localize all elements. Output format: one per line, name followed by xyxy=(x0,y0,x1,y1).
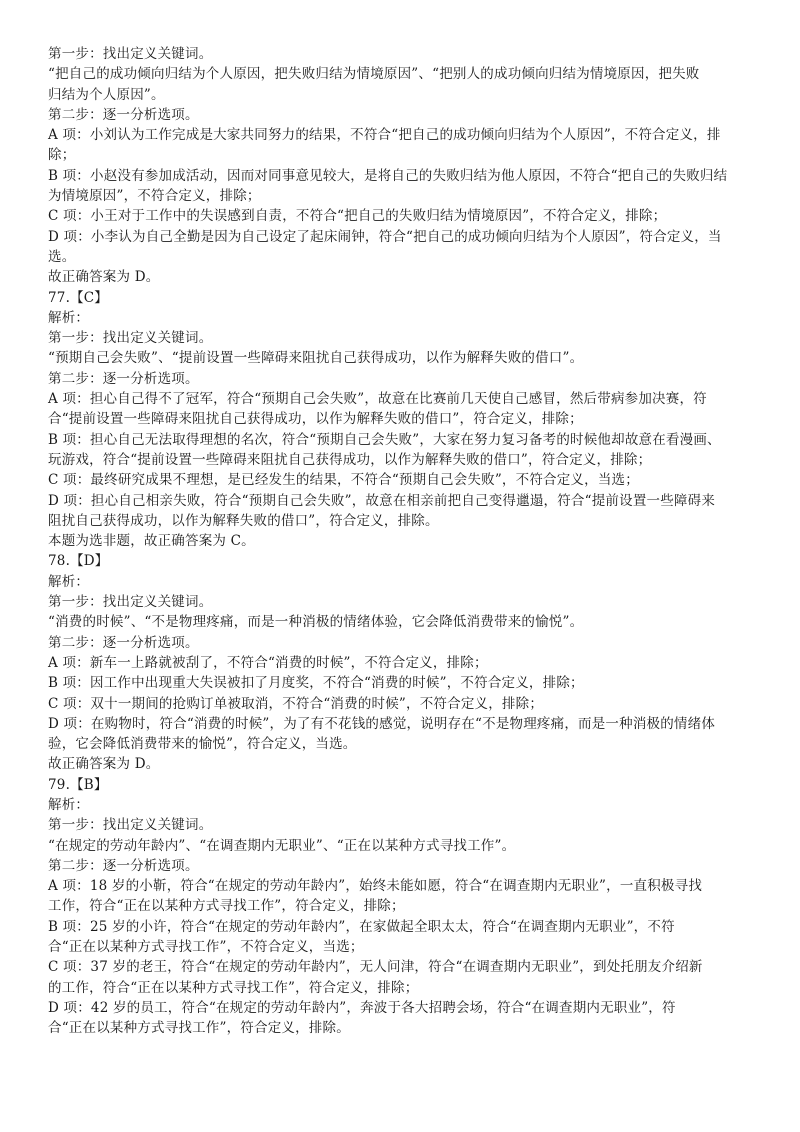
text-line: B 项：25 岁的小许，符合“在规定的劳动年龄内”，在家做起全职太太，符合“在调查期内无职业”，不符 xyxy=(48,918,675,935)
text-line: 除； xyxy=(48,147,76,164)
text-line: “在规定的劳动年龄内”、“在调查期内无职业”、“正在以某种方式寻找工作”。 xyxy=(48,837,516,854)
text-line: 验，它会降低消费带来的愉悦”，符合定义，当选。 xyxy=(48,736,357,753)
text-line: 第一步：找出定义关键词。 xyxy=(48,330,213,347)
text-line: “预期自己会失败”、“提前设置一些障碍来阻扰自己获得成功，以作为解释失败的借口”。 xyxy=(48,350,584,367)
text-line: 故正确答案为 D。 xyxy=(48,756,160,773)
text-line: D 项：在购物时，符合“消费的时候”，为了有不花钱的感觉，说明存在“不是物理疼痛，而是一种消极的情绪体 xyxy=(48,715,716,732)
text-line: 归结为个人原因”。 xyxy=(48,86,165,103)
text-line: A 项：担心自己得不了冠军，符合“预期自己会失败”，故意在比赛前几天使自己感冒，然后带病参加决赛，符 xyxy=(48,391,707,408)
text-line: 合“提前设置一些障碍来阻扰自己获得成功，以作为解释失败的借口”，符合定义，排除； xyxy=(48,411,583,428)
text-line: 选。 xyxy=(48,248,76,265)
text-line: 为情境原因”，不符合定义，排除； xyxy=(48,188,261,205)
text-line: 的工作，符合“正在以某种方式寻找工作”，符合定义，排除； xyxy=(48,979,419,996)
question-number: 79.【B】 xyxy=(48,776,108,793)
text-line: D 项：42 岁的员工，符合“在规定的劳动年龄内”，奔波于各大招聘会场，符合“在调查期内无职业”，符 xyxy=(48,999,676,1016)
text-line: 第一步：找出定义关键词。 xyxy=(48,594,213,611)
text-line: C 项：最终研究成果不理想，是已经发生的结果，不符合“预期自己会失败”，不符合定义，当选； xyxy=(48,472,639,489)
text-line: 阻扰自己获得成功，以作为解释失败的借口”，符合定义，排除。 xyxy=(48,512,439,529)
text-line: D 项：担心自己相亲失败，符合“预期自己会失败”，故意在相亲前把自己变得邋遢，符合“提前设置一些障碍来 xyxy=(48,492,716,509)
text-line: A 项：18 岁的小靳，符合“在规定的劳动年龄内”，始终未能如愿，符合“在调查期内无职业”，一直积极寻找 xyxy=(48,878,703,895)
text-line: 工作，符合“正在以某种方式寻找工作”，符合定义，排除； xyxy=(48,898,405,915)
text-line: 第二步：逐一分析选项。 xyxy=(48,857,199,874)
text-line: B 项：担心自己无法取得理想的名次，符合“预期自己会失败”，大家在努力复习备考的时候他却故意在看漫画、 xyxy=(48,431,721,448)
text-line: 第二步：逐一分析选项。 xyxy=(48,370,199,387)
text-line: 解析： xyxy=(48,309,90,326)
text-line: 合“正在以某种方式寻找工作”，符合定义，排除。 xyxy=(48,1020,350,1037)
text-line: 解析： xyxy=(48,573,90,590)
text-line: 第一步：找出定义关键词。 xyxy=(48,46,213,62)
text-line: C 项：小王对于工作中的失误感到自责，不符合“把自己的失败归结为情境原因”，不符合定义，排除； xyxy=(48,208,667,225)
text-line: D 项：小李认为自己全勤是因为自己设定了起床闹钟，符合“把自己的成功倾向归结为个人原因”，符合定义，当 xyxy=(48,228,722,245)
text-line: “把自己的成功倾向归结为个人原因，把失败归结为情境原因”、“把别人的成功倾向归结为情境原因，把失败 xyxy=(48,66,700,83)
text-line: “消费的时候”、“不是物理疼痛，而是一种消极的情绪体验，它会降低消费带来的愉悦”。 xyxy=(48,614,584,631)
question-number: 78.【D】 xyxy=(48,553,109,570)
text-line: 玩游戏，符合“提前设置一些障碍来阻扰自己获得成功，以作为解释失败的借口”，符合定义，排除； xyxy=(48,451,652,468)
document-page xyxy=(48,44,760,1039)
text-line: 本题为选非题，故正确答案为 C。 xyxy=(48,533,255,550)
text-line: C 项：37 岁的老王，符合“在规定的劳动年龄内”，无人问津，符合“在调查期内无职业”，到处托朋友介绍新 xyxy=(48,959,703,976)
text-line: B 项：因工作中出现重大失误被扣了月度奖，不符合“消费的时候”，不符合定义，排除； xyxy=(48,675,584,692)
text-line: 第一步：找出定义关键词。 xyxy=(48,817,213,834)
text-line: 第二步：逐一分析选项。 xyxy=(48,634,199,651)
text-line: 解析： xyxy=(48,796,90,813)
text-line: B 项：小赵没有参加成活动，因而对同事意见较大，是将自己的失败归结为他人原因，不符合“把自己的失败归结 xyxy=(48,167,728,184)
text-line: 第二步：逐一分析选项。 xyxy=(48,106,199,123)
text-line: C 项：双十一期间的抢购订单被取消，不符合“消费的时候”，不符合定义，排除； xyxy=(48,695,544,712)
text-line: 合“正在以某种方式寻找工作”，不符合定义，当选； xyxy=(48,939,364,956)
text-line: 故正确答案为 D。 xyxy=(48,269,160,286)
text-line: A 项：新车一上路就被刮了，不符合“消费的时候”，不符合定义，排除； xyxy=(48,654,488,671)
text-line: A 项：小刘认为工作完成是大家共同努力的结果，不符合“把自己的成功倾向归结为个人原因”，不符合定义，排 xyxy=(48,127,721,144)
question-number: 77.【C】 xyxy=(48,289,108,306)
